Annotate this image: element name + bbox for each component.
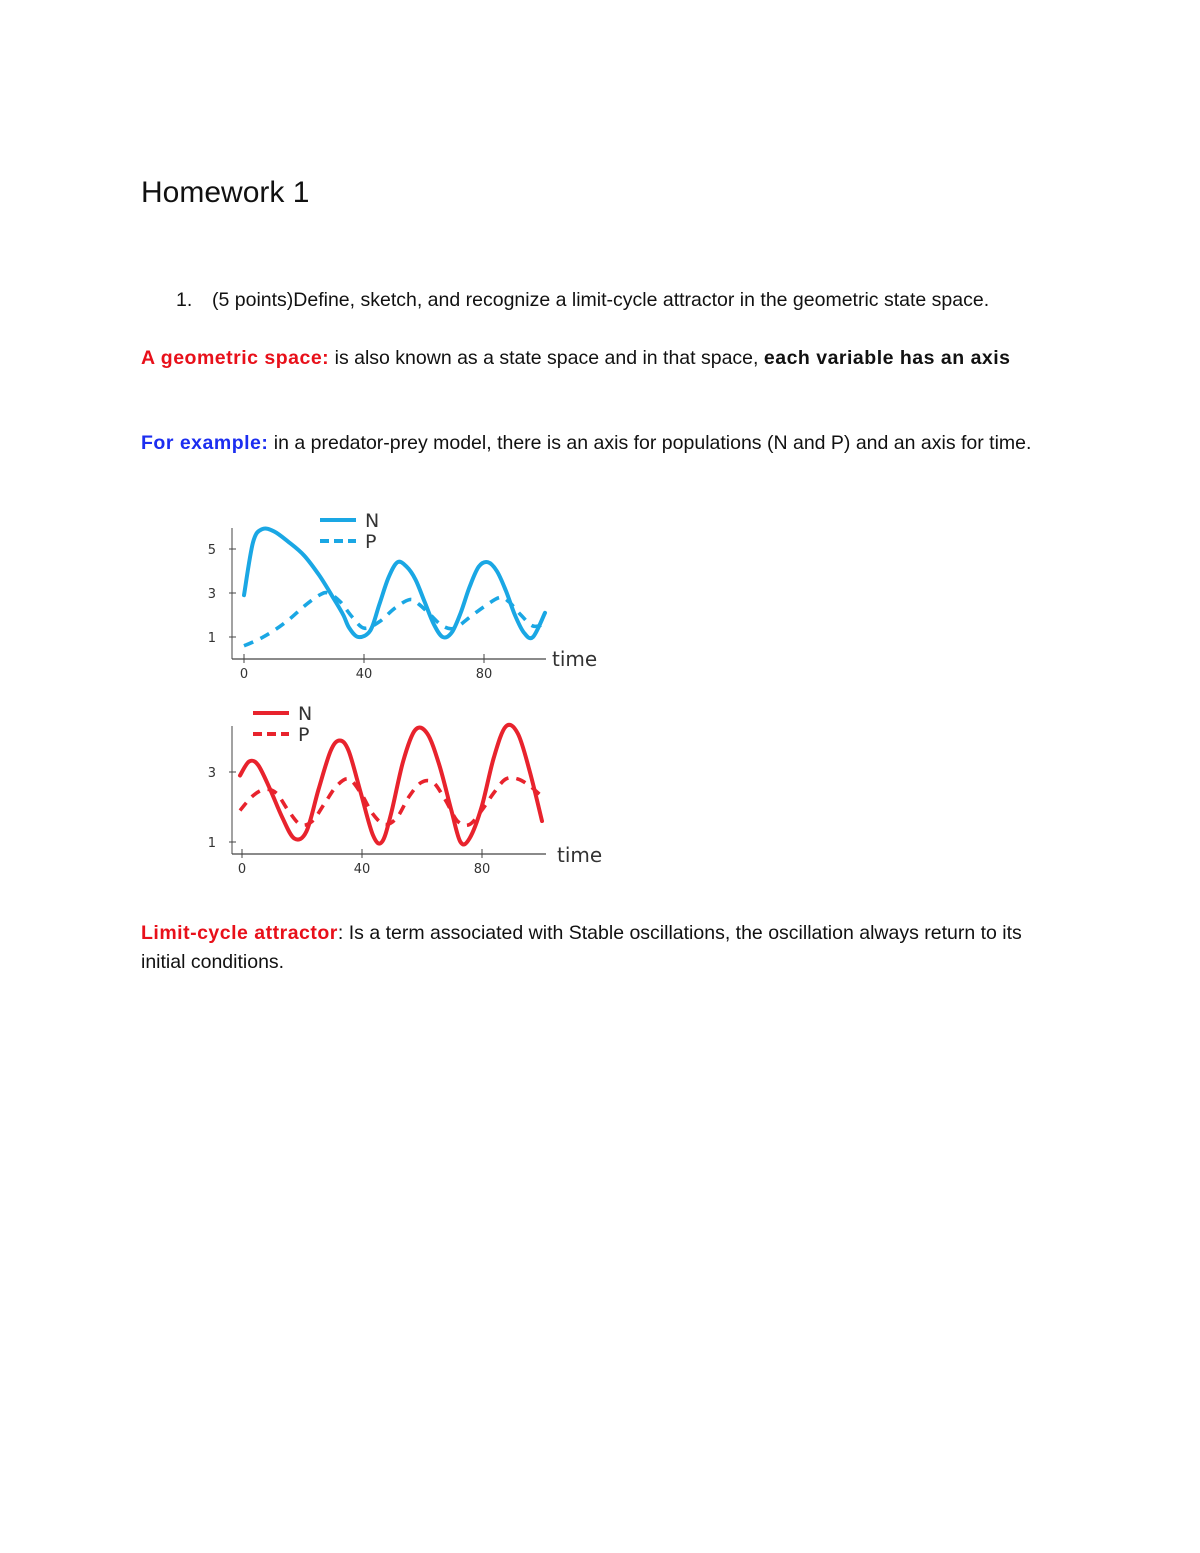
page-title: Homework 1 <box>141 176 310 209</box>
legend-label-p: P <box>298 724 310 746</box>
geometric-space-term: A geometric space: <box>141 347 330 369</box>
x-tick-label: 80 <box>475 667 493 682</box>
limit-cycle-term: Limit-cycle attractor <box>141 922 338 944</box>
y-tick-label: 3 <box>207 587 216 602</box>
x-axis-label: time <box>552 647 598 671</box>
series-p-line <box>244 593 545 646</box>
legend-label-p: P <box>365 531 377 553</box>
x-tick-label: 40 <box>355 667 373 682</box>
x-tick-label: 40 <box>353 862 371 877</box>
y-tick-label: 5 <box>207 543 216 558</box>
limit-cycle-paragraph <box>141 919 1061 976</box>
geometric-space-emphasis: each variable has an axis <box>763 347 1011 369</box>
y-tick-label: 1 <box>207 836 216 851</box>
x-axis-label: time <box>557 843 603 867</box>
chart-red <box>208 703 602 877</box>
geometric-space-text: is also known as a state space and in that space, <box>329 347 764 369</box>
example-term: For example: <box>141 432 269 454</box>
question-text: (5 points)Define, sketch, and recognize a limit-cycle attractor in the geometric state space. <box>212 289 990 311</box>
y-tick-label: 3 <box>207 766 216 781</box>
series-n-line <box>240 725 542 845</box>
series-n-line <box>244 528 545 638</box>
x-tick-label: 0 <box>239 667 249 682</box>
question-number: 1. <box>176 289 193 311</box>
limit-cycle-text: : Is a term associated with Stable oscillations, the oscillation always return to its initial conditions. <box>141 922 1022 973</box>
x-tick-label: 80 <box>473 862 491 877</box>
legend-label-n: N <box>298 703 313 725</box>
example-text: in a predator-prey model, there is an axis for populations (N and P) and an axis for time. <box>268 432 1032 454</box>
legend-label-n: N <box>365 510 380 532</box>
chart-blue <box>208 510 597 682</box>
y-tick-label: 1 <box>207 631 216 646</box>
x-tick-label: 0 <box>237 862 247 877</box>
